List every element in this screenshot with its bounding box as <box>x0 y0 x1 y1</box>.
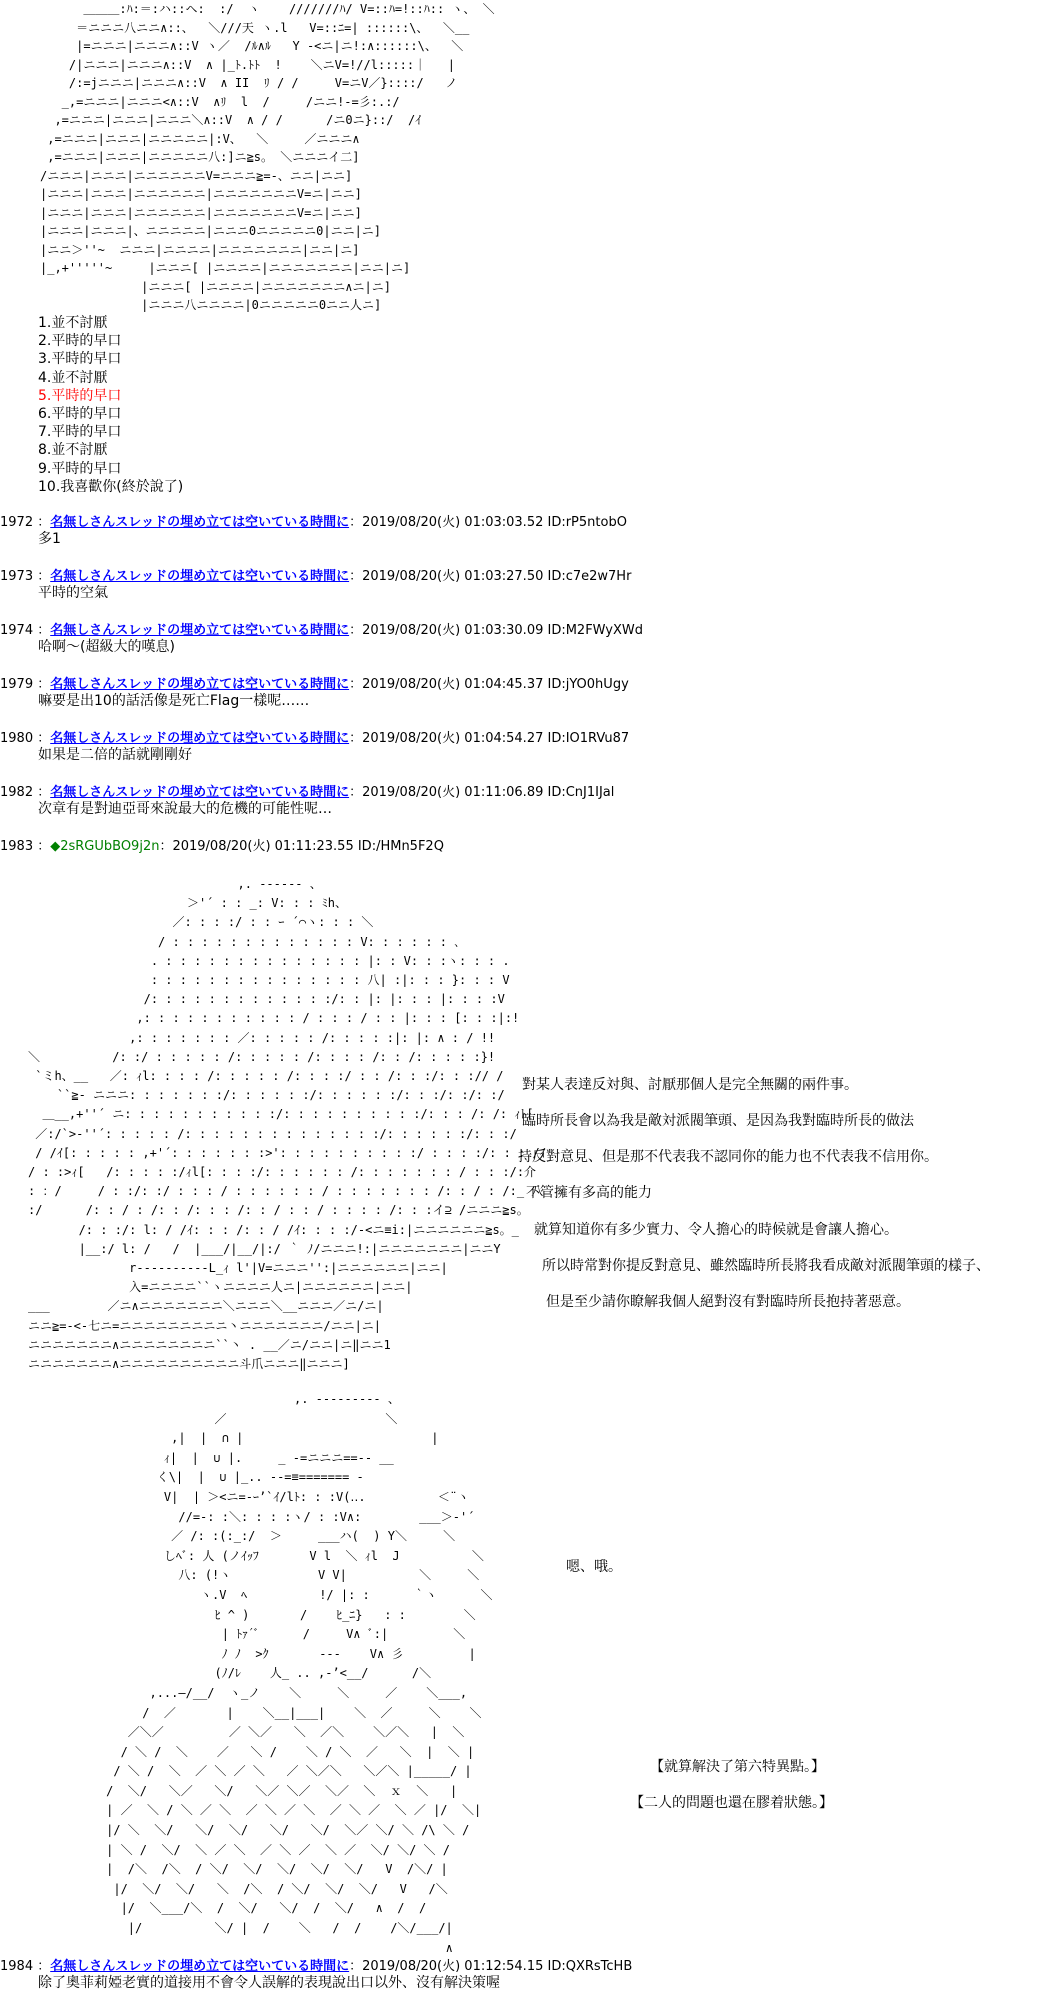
post-meta: ：2019/08/20(火) 01:12:54.15 ID:QXRsTcHB <box>349 1959 633 1974</box>
post-body: 嘛要是出10的話活像是死亡Flag一樣呢…… <box>38 693 310 709</box>
post-1984 <box>0 1958 632 1992</box>
post-meta: ：2019/08/20(火) 01:03:30.09 ID:M2FWyXWd <box>349 623 644 638</box>
post-body: 如果是二倍的話就剛剛好 <box>38 747 192 763</box>
post-trip: ◆2sRGUbBO9j2n <box>50 839 160 854</box>
dialog-line: 所以時常對你提反對意見、雖然臨時所長將我看成敵対派閥筆頭的樣子、 <box>542 1258 990 1274</box>
post-number: 1974 ： <box>0 623 51 638</box>
post-meta: ：2019/08/20(火) 01:04:45.37 ID:jYO0hUgy <box>349 677 629 692</box>
choice-item: 5.平時的早口 <box>38 387 122 404</box>
post-number: 1980 ： <box>0 731 51 746</box>
dialog-line: 臨時所長會以為我是敵対派閥筆頭、是因為我對臨時所長的做法 <box>522 1113 914 1129</box>
poster-name-link[interactable]: 名無しさんスレッドの埋め立ては空いている時間に <box>50 677 350 692</box>
choice-item: 10.我喜歡你(終於說了) <box>38 478 184 495</box>
poster-name-link[interactable]: 名無しさんスレッドの埋め立ては空いている時間に <box>50 1959 350 1974</box>
post-number: 1979 ： <box>0 677 51 692</box>
post-1983-header <box>0 838 444 855</box>
post-number: 1973 ： <box>0 569 51 584</box>
post-number: 1983 ： <box>0 839 51 854</box>
choice-item: 7.平時的早口 <box>38 424 122 441</box>
post-body: 除了奧菲莉婭老實的道接用不會令人誤解的表現說出口以外、沒有解決策喔 <box>38 1975 500 1991</box>
post <box>0 622 643 656</box>
poster-name-link[interactable]: 名無しさんスレッドの埋め立ては空いている時間に <box>50 569 350 584</box>
post-number: 1984 ： <box>0 1959 51 1974</box>
post <box>0 514 627 548</box>
dialog-line: 就算知道你有多少實力、令人擔心的時候就是會讓人擔心。 <box>534 1222 898 1238</box>
dialog-line: 嗯、哦。 <box>566 1559 622 1575</box>
dialog-line: 對某人表達反対與、討厭那個人是完全無關的兩件事。 <box>522 1077 858 1093</box>
ascii-art-bottom: ,. -‐‐‐‐‐‐‐- 、 ／ ＼ ,| | ∩ | | ｨ| | ∪ |. _ -=ニニニ==-- __ く\| | ∪ |_.. --=≡======= - V| | ＞<ニ=-ｰ’`ｲ/lﾄ: : :V(‥. ＜¨ヽ //=-: :＼: : : :ヽ/ : :V∧: ___＞-'´ ／ /: :(:_:/ ＞ ___ハ( ) Y＼ ＼ しﾍﾞ: 人 (ノｲｯﾌ V l ＼ ｨl J ＼ 八: (!ヽ V V| ＼ ＼ ヽ.V ﾍ !/ |: : ｀ヽ ＼ ﾋ ^ ) / ﾋ_ﾆ} : : ＼ | ﾄｧ´ﾞ / V∧ ﾞ:| ＼ ﾉ ﾉ >ｸ --- V∧ 彡 | (ﾉ/ﾚ 人_ .. ,-’<__/ /＼ ,...—/__/ ヽ_ノ ＼ ＼ ／ ＼___, / ／ | ＼__|___| ＼ ／ ＼ ＼ ／＼／ ／ ＼／ ＼ ／＼ ＼／＼ | ＼ / ＼ / ＼ ／ ＼ / ＼ / ＼ ／ ＼ | ＼ | / ＼ / ＼ ／ ＼ ／ ＼ ／ ＼／＼ ＼／＼ |_____/ | / ＼/ ＼／ ＼/ ＼／ ＼／ ＼／ ＼ ｘ ＼ | | ／ ＼ / ＼ ／ ＼ ／ ＼ ／ ＼ ／ ＼ ／ ＼ ／ |/ ＼| |/ ＼ ＼/ ＼/ ＼/ ＼/ ＼/ ＼／ ＼/ ＼ /\ ＼ / | ＼ / ＼/ ＼ ／ ＼ ／ ＼ ／ ＼ ／ ＼/ ＼/ ＼ / | /＼ /＼ / ＼/ ＼/ ＼/ ＼/ ＼/ V /＼/ | |/ ＼/ ＼/ ＼ /＼ / ＼/ ＼/ ＼/ V /＼ |/ ＼___/＼ / ＼/ ＼/ / ＼/ ∧ / / |/ ＼/ | / ＼ / / /＼/___/| ∧ <box>106 1392 493 1955</box>
dialog-line: 但是至少請你瞭解我個人絕對沒有對臨時所長抱持著惡意。 <box>546 1294 910 1310</box>
choice-item: 3.平時的早口 <box>38 351 122 368</box>
dialog-line: 不管擁有多高的能力 <box>526 1185 652 1201</box>
post-body: 平時的空氣 <box>38 585 108 601</box>
post-number: 1972 ： <box>0 515 51 530</box>
dialog-line: 持反對意見、但是那不代表我不認同你的能力也不代表我不信用你。 <box>518 1149 938 1165</box>
choice-item: 6.平時的早口 <box>38 406 122 423</box>
post-meta: ：2019/08/20(火) 01:03:27.50 ID:c7e2w7Hr <box>349 569 632 584</box>
poster-name-link[interactable]: 名無しさんスレッドの埋め立ては空いている時間に <box>50 623 350 638</box>
post-body: 多1 <box>38 531 61 547</box>
post-body: 次章有是對迪亞哥來說最大的危機的可能性呢… <box>38 801 332 817</box>
post-number: 1982 ： <box>0 785 51 800</box>
choice-item: 9.平時的早口 <box>38 460 122 477</box>
dialog-line: 【二人的問題也還在膠着狀態。】 <box>630 1795 833 1811</box>
ascii-art-middle: ,. -‐‐‐‐- 、 ＞'´ : : _: V: : : ﾐh、 ／: : : :/ : : ｰ ´⌒ヽ: : : ＼ / : : : : : : : : : : : : : V: : : : : : ､ . : : : : : : : : : : : : : : |: : V: : :ヽ: : : . : : : : : : : : : : : : : : : 八| :|: : : }: : : V /: : : : : : : : : : : : :/: : |: |: : : |: : : :V ,: : : : : : : : : : : / : : : / : : |: : : [: : :|:! ,: : : : : : : ／: : : : : /: : : : :|: |: ∧ : / !! ＼ /: :/ : : : : : /: : : : : /: : : : /: : /: : : : :}! `ミh、__ ／: ｨl: : : : /: : : : : /: : : :/ : : /: : :/: : :// / ``≧- ニニニ: : : : : : :/: : : : : :/: : : : : :/: : :/: :/: :/ ＿__,+''´ ニ: : : : : : : : : : :/: : : : : : : : : :/: : : /: /: ｨﾄ[ ／:/`>-''´: : : : : /: : : : : : : : : : : : : :/: : : : : :/: : :/ / /ｲ[: : : : : ,+'´: : : : : : :>': : : : : : : : : :/ : : : :/: : : /ｲ / : :>ｨ[ /: : : : :/ｨl[: : : :/: : : : : : /: : : : : : : / : : :/:介 : ：/ / : :/: :/ : : : / : : : : : : / : : : : : : : /: : / : /:_ 八 :/ /: : / : /: : /: : : /: : / : : / : : : : /: : :イ⊇ /ニニニ≧s。 /: : :/: l: / /ｲ: : : /: : / /ｲ: : : :/-<ニ≡i:|ニニニニニニ≧s。_ |__:/ l: / / |___/|__/|:/ ｀ ﾉ/ニニニ!:|ニニニニニニニ|ニニY r‐‐‐‐‐‐‐‐--L_ｨ l'|V=ニニニ'':|ニニニニニニ|ニニ| 入=ニニニニ``ヽニニニニ人ニ|ニニニニニニ|ニニ| ___ ／ニ∧ニニニニニニニ＼ニニニ＼__ニニニ／ニ/ニ| ニニ≧=-<-七ニ=ニニニニニニニニニ丶ニニニニニニニ/ニニ|ニ| ニニニニニニニ∧ニニニニニニニニ``丶 . __／ニ/ニニ|ニ‖ニニ1 ニニニニニニニ∧ニニニニニニニニニニ斗爪ニニニ‖ニニニ] <box>28 877 546 1372</box>
post <box>0 568 631 602</box>
post-meta: ：2019/08/20(火) 01:11:23.55 ID:/HMn5F2Q <box>159 839 444 854</box>
post <box>0 676 629 710</box>
post <box>0 784 614 818</box>
post-meta: ：2019/08/20(火) 01:04:54.27 ID:IO1RVu87 <box>349 731 630 746</box>
poster-name-link[interactable]: 名無しさんスレッドの埋め立ては空いている時間に <box>50 731 350 746</box>
choice-item: 2.平時的早口 <box>38 333 122 350</box>
post-body: 哈啊～(超級大的嘆息) <box>38 639 175 655</box>
choice-item: 8.並不討厭 <box>38 442 108 459</box>
post <box>0 730 629 764</box>
choice-item: 1.並不討厭 <box>38 315 108 331</box>
post-meta: ：2019/08/20(火) 01:03:03.52 ID:rP5ntobO <box>349 515 627 530</box>
poster-name-link[interactable]: 名無しさんスレッドの埋め立ては空いている時間に <box>50 515 350 530</box>
choice-item: 4.並不討厭 <box>38 369 108 386</box>
post-meta: ：2019/08/20(火) 01:11:06.89 ID:CnJ1IJal <box>349 785 615 800</box>
choice-list <box>38 314 183 496</box>
dialog-line: 【就算解決了第六特異點。】 <box>650 1759 825 1775</box>
ascii-art-top: ＿＿＿:ﾊ:＝:ハ::ヘ: :/ ヽ ///////ﾊ/ V=::ﾊ=!::ﾊ:: ヽ、 ＼ ＝ニニニ八ニニ∧::、 ＼///天 ヽ.l V=::ﾆ=| ::::::\、 ＼__ |=ニニニ|ニニニ∧::V ヽ／ /ﾙ∧ﾙ Y -<ニ|ニ!:∧::::::\、 ＼ /|ニニニ|ニニニ∧::V ∧ |_ﾄ.ﾄﾄ ! ＼ニV=!//l:::::｜ | /:=jニニニ|ニニニ∧::V ∧ II ﾘ / / V=ニV／}::::/ ノ _,=ニニニ|ニニニ<∧::V ∧ﾘ l / /ニニ!-=彡:.:/ ,=ニニニ|ニニニ|ニニニ＼∧::V ∧ / / /ニ0ニ}::/ /ｲ ,=ニニニ|ニニニ|ニニニニニ|:V、 ＼ ／ニニニ∧ ,=ニニニ|ニニニ|ニニニニニ八:]ニ≧s。 ＼ニニニイ二] /ニニニ|ニニニ|ニニニニニニV=ニニニ≧=-、ニニ|ニニ] |ニニニ|ニニニ|ニニニニニニ|ニニニニニニニV=ニ|ニニ] |ニニニ|ニニニ|ニニニニニニ|ニニニニニニニV=ニ|ニニ] |ニニニ|ニニニ|、ニニニニニ|ニニニ0ニニニニニ0|ニニ|ニ] |ニニ＞''~ ニニニ|ニニニニ|ニニニニニニニ|ニニ|ニ] |_,+'''''~ |ニニニ[ |ニニニニ|ニニニニニニニ|ニニ|ニ] |ニニニ[ |ニニニニ|ニニニニニニニ∧ニ|ニ] |ニニニ八ニニニニ|0ニニニニニ0ニニ人ニ] <box>40 2 495 312</box>
poster-name-link[interactable]: 名無しさんスレッドの埋め立ては空いている時間に <box>50 785 350 800</box>
